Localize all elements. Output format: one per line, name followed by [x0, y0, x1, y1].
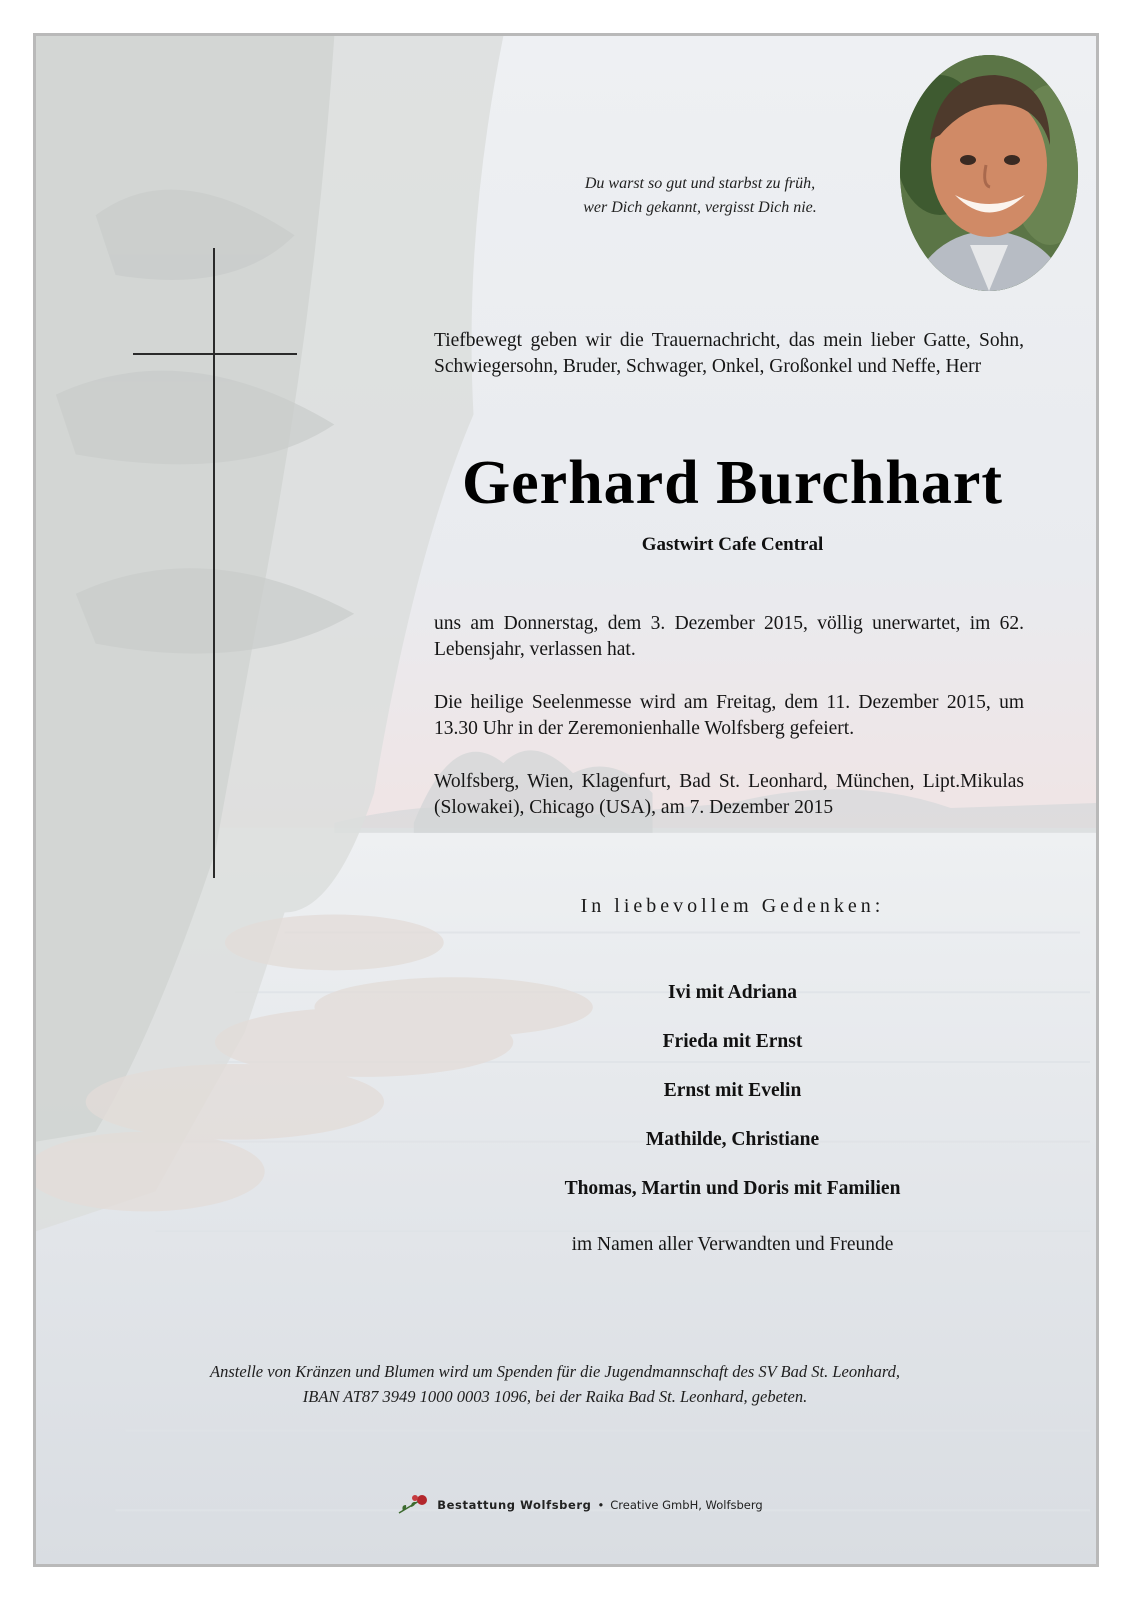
footer-company: Creative GmbH, Wolfsberg [610, 1498, 763, 1512]
mourner-entry: Ivi mit Adriana [668, 982, 797, 1003]
motto-line: wer Dich gekannt, vergisst Dich nie. [583, 199, 817, 216]
memorial-motto [520, 172, 880, 220]
deceased-name: Gerhard Burchhart [461, 449, 1004, 517]
memorial-heading: In liebevollem Gedenken: [580, 895, 885, 917]
donation-line: IBAN AT87 3949 1000 0003 1096, bei der Raika Bad St. Leonhard, gebeten. [302, 1387, 808, 1406]
footer-separator: • [597, 1498, 605, 1512]
mourner-entry: Thomas, Martin und Doris mit Familien [564, 1178, 901, 1199]
portrait-photo [900, 55, 1078, 291]
motto-line: Du warst so gut und starbst zu früh, [584, 175, 816, 192]
footer-brand: Bestattung Wolfsberg [437, 1498, 592, 1512]
deceased-occupation: Gastwirt Cafe Central [641, 534, 824, 555]
mourner-entry: Frieda mit Ernst [662, 1031, 803, 1052]
mourners-list [420, 980, 1045, 1225]
cross-icon [213, 248, 215, 878]
mourner-entry: Mathilde, Christiane [645, 1129, 820, 1150]
service-notice: Die heilige Seelenmesse wird am Freitag, dem 11. Dezember 2015, um 13.30 Uhr in der Zeremonienhalle Wolfsberg gefeiert. [434, 692, 1024, 739]
rose-icon [397, 1493, 431, 1517]
donation-request [120, 1359, 990, 1409]
footer-credit [380, 1490, 780, 1520]
death-notice: uns am Donnerstag, dem 3. Dezember 2015, völlig unerwartet, im 62. Lebensjahr, verlassen hat. [434, 613, 1024, 660]
donation-line: Anstelle von Kränzen und Blumen wird um Spenden für die Jugendmannschaft des SV Bad St. Leonhard, [209, 1362, 901, 1381]
cross-icon-crossbar [133, 353, 297, 355]
closing-line: im Namen aller Verwandten und Freunde [571, 1234, 894, 1255]
places-and-date: Wolfsberg, Wien, Klagenfurt, Bad St. Leonhard, München, Lipt.Mikulas (Slowakei), Chicago (USA), am 7. Dezember 2015 [434, 771, 1024, 818]
mourner-entry: Ernst mit Evelin [663, 1080, 802, 1101]
announcement-text: Tiefbewegt geben wir die Trauernachricht, das mein lieber Gatte, Sohn, Schwiegersohn, Bruder, Schwager, Onkel, Großonkel und Neffe, Herr [434, 330, 1024, 377]
